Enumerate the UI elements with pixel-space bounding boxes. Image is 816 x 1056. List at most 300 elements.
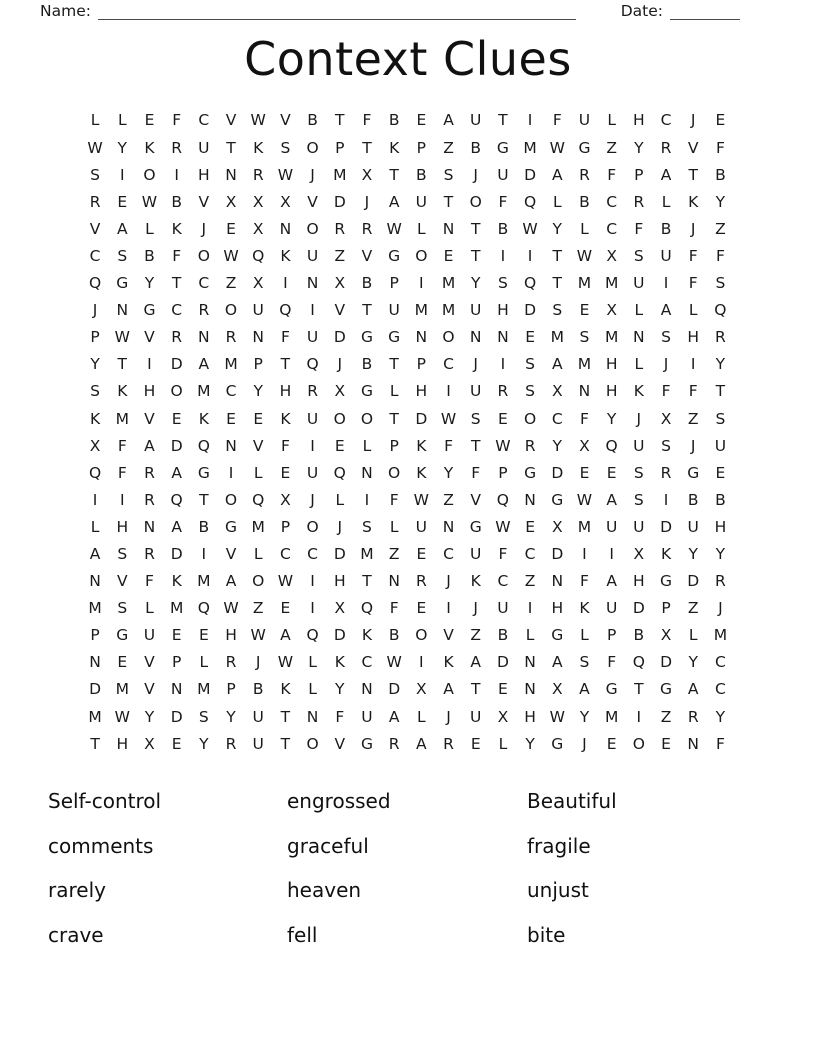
grid-letter: O <box>632 734 645 753</box>
grid-row <box>82 459 735 486</box>
grid-letter: P <box>90 328 100 347</box>
grid-letter: E <box>280 599 291 618</box>
grid-letter: L <box>308 653 317 672</box>
grid-letter: T <box>362 138 372 157</box>
grid-letter: Z <box>225 274 237 293</box>
grid-letter: I <box>119 165 125 184</box>
grid-letter: T <box>280 707 291 726</box>
grid-letter: A <box>470 653 482 672</box>
grid-letter: S <box>497 274 508 293</box>
grid-letter: K <box>171 219 182 238</box>
grid-letter: U <box>470 301 482 320</box>
grid-letter: N <box>415 328 428 347</box>
grid-letter: O <box>306 138 319 157</box>
grid-letter: G <box>524 463 537 482</box>
grid-letter: I <box>92 490 98 509</box>
grid-row <box>82 540 735 567</box>
grid-letter: M <box>197 382 211 401</box>
grid-letter: M <box>115 680 129 699</box>
grid-letter: E <box>416 544 427 563</box>
grid-letter: K <box>280 409 291 428</box>
grid-letter: M <box>441 301 456 320</box>
grid-letter: X <box>551 382 563 401</box>
grid-letter: L <box>389 382 399 401</box>
grid-letter: E <box>498 409 508 428</box>
grid-letter: I <box>147 355 152 374</box>
grid-letter: W <box>549 707 565 726</box>
grid-letter: N <box>469 328 482 347</box>
grid-letter: D <box>388 680 401 699</box>
grid-letter: G <box>116 626 129 645</box>
grid-letter: R <box>198 301 210 320</box>
grid-letter: M <box>169 599 184 618</box>
grid-letter: F <box>362 111 372 130</box>
name-blank-line <box>98 4 576 20</box>
grid-letter: B <box>252 680 264 699</box>
grid-letter: K <box>443 653 454 672</box>
grid-letter: R <box>660 138 672 157</box>
grid-letter: N <box>361 680 373 699</box>
grid-letter: K <box>633 382 644 401</box>
grid-letter: I <box>663 490 669 509</box>
grid-letter: A <box>443 680 454 699</box>
grid-letter: D <box>551 463 564 482</box>
grid-letter: I <box>201 544 207 563</box>
grid-letter: Z <box>470 626 482 645</box>
grid-letter: I <box>310 436 315 455</box>
grid-letter: N <box>225 436 237 455</box>
grid-letter: B <box>633 626 645 645</box>
grid-letter: U <box>605 517 618 536</box>
grid-letter: Q <box>197 599 210 618</box>
grid-letter: I <box>582 544 587 563</box>
grid-letter: U <box>415 517 428 536</box>
grid-letter: Y <box>117 138 128 157</box>
grid-letter: C <box>714 680 726 699</box>
grid-letter: M <box>251 517 265 536</box>
grid-letter: M <box>224 355 238 374</box>
grid-letter: S <box>525 355 536 374</box>
grid-letter: F <box>471 463 481 482</box>
grid-letter: N <box>524 653 536 672</box>
grid-letter: R <box>225 734 237 753</box>
grid-letter: G <box>197 463 210 482</box>
grid-letter: F <box>607 653 617 672</box>
grid-letter: P <box>280 517 291 536</box>
grid-letter: Y <box>253 382 263 401</box>
grid-letter: R <box>715 328 726 347</box>
grid-letter: W <box>114 328 130 347</box>
grid-letter: T <box>552 246 563 265</box>
grid-letter: J <box>718 599 723 618</box>
grid-letter: U <box>470 707 482 726</box>
grid-letter: F <box>715 246 725 265</box>
grid-letter: A <box>198 355 210 374</box>
grid-letter: G <box>388 328 401 347</box>
grid-letter: E <box>715 111 726 130</box>
grid-letter: S <box>117 599 128 618</box>
grid-letter: A <box>551 355 563 374</box>
grid-letter: B <box>171 192 182 211</box>
date-blank-line <box>670 4 740 20</box>
grid-letter: C <box>606 219 618 238</box>
grid-letter: H <box>524 707 536 726</box>
grid-letter: D <box>496 653 509 672</box>
grid-letter: E <box>416 599 427 618</box>
grid-row <box>82 297 735 324</box>
grid-letter: R <box>715 572 726 591</box>
grid-letter: W <box>386 219 402 238</box>
grid-letter: T <box>280 355 291 374</box>
grid-letter: M <box>115 409 129 428</box>
grid-letter: K <box>253 138 264 157</box>
grid-letter: I <box>310 599 315 618</box>
grid-letter: J <box>446 572 451 591</box>
grid-letter: M <box>88 707 102 726</box>
grid-letter: F <box>389 490 399 509</box>
grid-letter: Y <box>715 192 726 211</box>
grid-letter: B <box>497 219 509 238</box>
grid-letter: R <box>171 138 183 157</box>
grid-letter: J <box>364 192 370 211</box>
grid-letter: K <box>660 544 672 563</box>
grid-letter: B <box>388 626 400 645</box>
grid-letter: B <box>388 111 400 130</box>
grid-letter: I <box>690 355 696 374</box>
grid-letter: T <box>634 680 644 699</box>
grid-row <box>82 513 735 540</box>
grid-letter: N <box>442 517 455 536</box>
grid-letter: L <box>308 680 317 699</box>
word-list-item: graceful <box>287 833 369 858</box>
grid-letter: I <box>310 572 315 591</box>
grid-row <box>82 351 735 378</box>
grid-letter: N <box>361 463 373 482</box>
grid-letter: H <box>714 517 727 536</box>
grid-letter: Z <box>252 599 264 618</box>
grid-row <box>82 215 735 242</box>
grid-letter: D <box>170 436 183 455</box>
grid-letter: V <box>334 301 346 320</box>
grid-letter: R <box>144 490 155 509</box>
grid-letter: H <box>605 355 618 374</box>
grid-letter: O <box>143 165 156 184</box>
grid-letter: M <box>523 138 537 157</box>
word-list-column <box>527 779 617 957</box>
grid-letter: F <box>688 246 698 265</box>
grid-letter: T <box>389 409 399 428</box>
grid-letter: J <box>473 355 478 374</box>
grid-letter: O <box>415 626 428 645</box>
grid-letter: S <box>633 463 644 482</box>
grid-letter: E <box>171 409 182 428</box>
grid-letter: F <box>688 382 698 401</box>
grid-letter: I <box>527 111 533 130</box>
grid-letter: C <box>225 382 237 401</box>
grid-letter: Y <box>144 274 155 293</box>
grid-letter: N <box>198 328 210 347</box>
grid-letter: E <box>606 463 617 482</box>
grid-letter: Y <box>579 707 590 726</box>
grid-letter: C <box>497 572 509 591</box>
grid-letter: H <box>687 328 700 347</box>
grid-letter: N <box>306 274 319 293</box>
grid-letter: W <box>250 626 266 645</box>
grid-letter: G <box>496 138 509 157</box>
grid-letter: Q <box>306 355 319 374</box>
grid-letter: S <box>552 301 563 320</box>
grid-letter: U <box>306 409 319 428</box>
grid-letter: C <box>361 653 373 672</box>
grid-letter: F <box>117 436 127 455</box>
grid-letter: M <box>550 328 564 347</box>
grid-letter: N <box>252 328 265 347</box>
grid-letter: Y <box>715 707 726 726</box>
grid-letter: Q <box>170 490 183 509</box>
grid-letter: T <box>280 734 291 753</box>
grid-letter: W <box>413 490 429 509</box>
grid-letter: Y <box>715 544 726 563</box>
grid-letter: J <box>690 219 696 238</box>
grid-letter: L <box>661 192 671 211</box>
grid-letter: A <box>89 544 101 563</box>
grid-letter: A <box>280 626 291 645</box>
grid-letter: V <box>225 544 237 563</box>
grid-letter: Y <box>688 653 698 672</box>
grid-letter: B <box>715 165 726 184</box>
grid-letter: J <box>473 599 478 618</box>
grid-letter: M <box>604 707 619 726</box>
grid-letter: A <box>388 192 400 211</box>
grid-letter: G <box>551 490 564 509</box>
grid-letter: Y <box>199 734 209 753</box>
word-list-item: engrossed <box>287 789 391 814</box>
grid-letter: U <box>497 599 509 618</box>
grid-letter: Z <box>443 138 454 157</box>
grid-letter: Q <box>252 490 265 509</box>
grid-letter: A <box>551 165 563 184</box>
grid-letter: R <box>415 572 427 591</box>
grid-letter: X <box>579 436 590 455</box>
grid-letter: X <box>416 680 427 699</box>
grid-letter: M <box>604 328 619 347</box>
grid-letter: H <box>225 626 237 645</box>
grid-letter: A <box>687 680 699 699</box>
grid-letter: K <box>280 680 291 699</box>
grid-letter: C <box>524 544 536 563</box>
grid-letter: Q <box>306 626 319 645</box>
grid-row <box>82 378 735 405</box>
grid-letter: G <box>551 734 564 753</box>
grid-letter: T <box>335 111 345 130</box>
grid-letter: M <box>441 274 456 293</box>
grid-letter: P <box>226 680 236 699</box>
grid-letter: P <box>416 138 427 157</box>
grid-letter: L <box>580 626 589 645</box>
grid-letter: T <box>552 274 563 293</box>
grid-letter: L <box>253 463 263 482</box>
grid-letter: M <box>577 274 592 293</box>
grid-letter: U <box>660 246 672 265</box>
grid-letter: I <box>228 463 234 482</box>
grid-letter: G <box>388 246 401 265</box>
grid-letter: U <box>306 246 319 265</box>
grid-letter: T <box>117 355 128 374</box>
grid-letter: J <box>446 707 451 726</box>
word-list-item: unjust <box>527 878 589 903</box>
grid-letter: Q <box>714 301 727 320</box>
grid-letter: W <box>277 653 294 672</box>
grid-letter: X <box>252 219 264 238</box>
grid-row <box>82 134 735 161</box>
grid-letter: K <box>144 138 155 157</box>
grid-letter: U <box>415 192 428 211</box>
grid-letter: V <box>144 653 155 672</box>
grid-letter: F <box>498 192 508 211</box>
grid-letter: X <box>144 734 155 753</box>
grid-letter: M <box>333 165 347 184</box>
grid-letter: E <box>334 436 345 455</box>
grid-letter: G <box>360 382 373 401</box>
grid-letter: M <box>88 599 102 618</box>
grid-letter: L <box>498 734 508 753</box>
grid-letter: D <box>333 192 346 211</box>
grid-letter: W <box>223 246 239 265</box>
grid-letter: Q <box>279 301 292 320</box>
grid-letter: U <box>252 707 264 726</box>
grid-letter: X <box>660 626 672 645</box>
grid-letter: U <box>687 517 699 536</box>
grid-letter: C <box>198 274 210 293</box>
grid-letter: G <box>687 463 700 482</box>
grid-letter: S <box>579 653 590 672</box>
grid-letter: D <box>687 572 700 591</box>
grid-letter: E <box>470 734 481 753</box>
grid-letter: T <box>362 572 372 591</box>
grid-letter: L <box>552 192 562 211</box>
grid-letter: U <box>633 517 645 536</box>
grid-letter: M <box>577 517 592 536</box>
grid-letter: J <box>473 165 478 184</box>
grid-letter: C <box>198 111 210 130</box>
grid-letter: T <box>470 680 481 699</box>
grid-letter: T <box>688 165 698 184</box>
grid-letter: L <box>90 111 100 130</box>
grid-row <box>82 324 735 351</box>
grid-letter: N <box>578 382 591 401</box>
grid-letter: W <box>495 436 511 455</box>
grid-letter: A <box>416 734 427 753</box>
grid-letter: R <box>89 192 101 211</box>
grid-letter: H <box>633 572 645 591</box>
grid-letter: P <box>389 274 399 293</box>
grid-letter: S <box>117 246 128 265</box>
grid-letter: L <box>688 626 698 645</box>
grid-letter: F <box>172 246 182 265</box>
grid-letter: E <box>525 328 535 347</box>
grid-letter: W <box>250 111 266 130</box>
grid-letter: R <box>497 382 509 401</box>
grid-letter: M <box>414 301 429 320</box>
grid-letter: I <box>283 274 288 293</box>
grid-letter: B <box>198 517 210 536</box>
grid-letter: X <box>280 490 291 509</box>
grid-letter: P <box>253 355 263 374</box>
grid-letter: U <box>470 111 482 130</box>
grid-letter: L <box>362 436 372 455</box>
grid-letter: T <box>470 246 481 265</box>
grid-letter: V <box>334 734 346 753</box>
grid-letter: K <box>579 599 590 618</box>
grid-letter: Z <box>606 138 617 157</box>
grid-letter: W <box>440 409 457 428</box>
grid-letter: F <box>634 219 644 238</box>
grid-letter: H <box>279 382 292 401</box>
grid-letter: E <box>416 111 427 130</box>
grid-letter: V <box>280 111 291 130</box>
grid-letter: V <box>116 572 128 591</box>
grid-letter: C <box>307 544 318 563</box>
grid-letter: Z <box>388 544 400 563</box>
grid-letter: P <box>335 138 345 157</box>
grid-letter: W <box>549 138 565 157</box>
grid-letter: V <box>687 138 699 157</box>
grid-letter: X <box>334 599 346 618</box>
grid-letter: C <box>89 246 101 265</box>
grid-letter: G <box>116 274 129 293</box>
grid-letter: Y <box>226 707 236 726</box>
grid-letter: N <box>388 572 400 591</box>
grid-letter: Y <box>144 707 155 726</box>
grid-letter: N <box>524 490 536 509</box>
grid-letter: E <box>715 463 726 482</box>
grid-letter: C <box>443 355 454 374</box>
grid-letter: E <box>117 653 128 672</box>
grid-letter: P <box>498 463 508 482</box>
grid-letter: V <box>252 436 264 455</box>
grid-letter: D <box>660 653 672 672</box>
grid-letter: K <box>688 192 699 211</box>
grid-letter: U <box>388 301 400 320</box>
grid-letter: C <box>551 409 563 428</box>
grid-letter: S <box>661 436 671 455</box>
grid-row <box>82 649 735 676</box>
grid-row <box>82 405 735 432</box>
grid-letter: G <box>469 517 482 536</box>
grid-letter: J <box>690 436 696 455</box>
grid-letter: G <box>605 680 618 699</box>
grid-letter: S <box>715 274 726 293</box>
grid-letter: M <box>197 680 211 699</box>
grid-letter: N <box>687 734 700 753</box>
grid-letter: X <box>660 409 672 428</box>
grid-letter: U <box>714 436 727 455</box>
grid-letter: A <box>579 680 590 699</box>
word-list-item: crave <box>48 922 104 947</box>
grid-letter: U <box>605 599 618 618</box>
grid-letter: Y <box>552 219 563 238</box>
grid-letter: W <box>576 246 593 265</box>
grid-letter: I <box>446 599 451 618</box>
grid-letter: Q <box>197 436 210 455</box>
grid-letter: Q <box>88 274 102 293</box>
grid-letter: S <box>198 707 209 726</box>
grid-letter: I <box>119 490 125 509</box>
grid-letter: R <box>144 544 155 563</box>
grid-letter: K <box>280 246 291 265</box>
grid-letter: N <box>143 517 156 536</box>
grid-letter: Y <box>470 274 481 293</box>
